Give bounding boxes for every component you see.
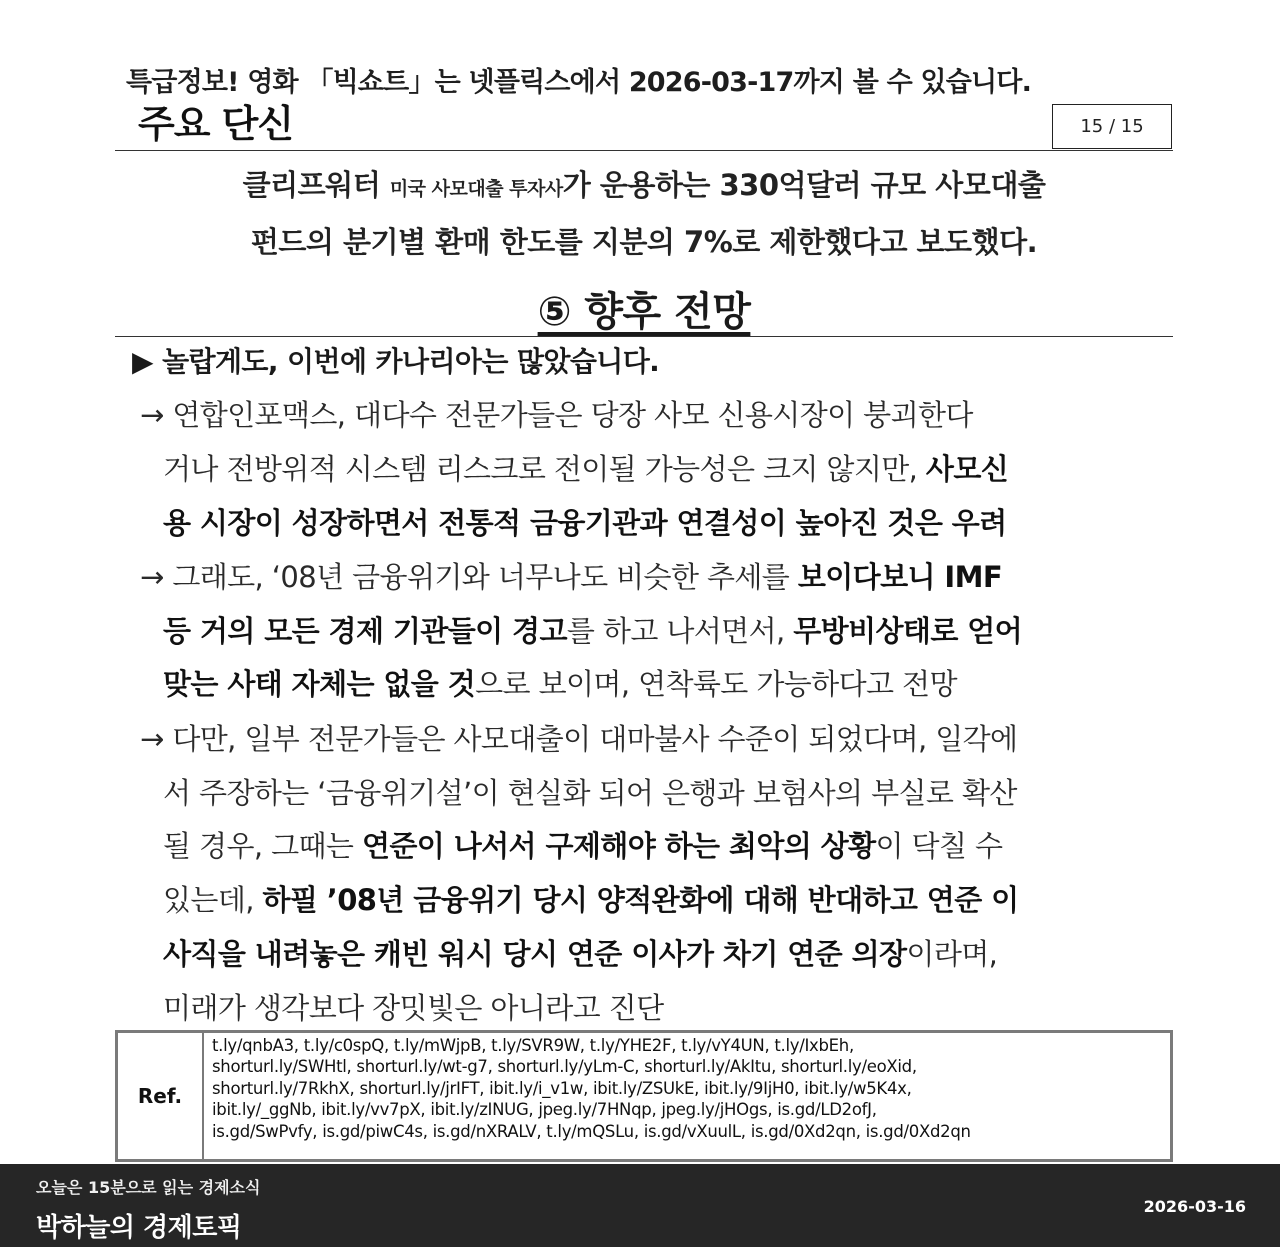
reference-link-line[interactable]: t.ly/qnbA3, t.ly/c0spQ, t.ly/mWjpB, t.ly/SVR9W, t.ly/YHE2F, t.ly/vY4UN, t.ly/IxbEh, [212,1036,854,1055]
reference-links [204,1033,1170,1159]
footer-bar [0,1164,1280,1247]
body-line: 있는데, 하필 ’08년 금융위기 당시 양적완화에 대해 반대하고 연준 이 [163,883,1019,917]
intro-line-1: 클리프워터 미국 사모대출 투자사가 운용하는 330억달러 규모 사모대출 [242,168,1046,202]
body-line: 서 주장하는 ‘금융위기설’이 현실화 되어 은행과 보험사의 부실로 확산 [163,776,1017,810]
body-line: → 다만, 일부 전문가들은 사모대출이 대마불사 수준이 되었다며, 일각에 [140,722,1018,756]
body-line: 맞는 사태 자체는 없을 것으로 보이며, 연착륙도 가능하다고 전망 [163,667,957,701]
body-line: → 그래도, ‘08년 금융위기와 너무나도 비슷한 추세를 보이다보니 IMF [140,560,1003,594]
body-line: 거나 전방위적 시스템 리스크로 전이될 가능성은 크지 않지만, 사모신 [163,452,1009,486]
reference-box [115,1030,1173,1162]
header-divider [115,150,1173,151]
body-line: 사직을 내려놓은 캐빈 워시 당시 연준 이사가 차기 연준 의장이라며, [163,937,998,971]
page-indicator: 15 / 15 [1052,104,1172,149]
body-line: 될 경우, 그때는 연준이 나서서 구제해야 하는 최악의 상황이 닥칠 수 [163,829,1003,863]
reference-link-line[interactable]: shorturl.ly/SWHtl, shorturl.ly/wt-g7, shorturl.ly/yLm-C, shorturl.ly/AkItu, shorturl.ly/eoXid, [212,1057,917,1077]
footer-date: 2026-03-16 [1143,1197,1246,1216]
footer-title: 박하늘의 경제토픽 [36,1213,242,1243]
body-line: 미래가 생각보다 장밋빛은 아니라고 진단 [163,991,664,1025]
reference-link-line[interactable]: is.gd/SwPvfy, is.gd/piwC4s, is.gd/nXRALV, t.ly/mQSLu, is.gd/vXuulL, is.gd/0Xd2qn, is.gd/0Xd2qn [212,1121,971,1141]
reference-label: Ref. [118,1033,204,1159]
promo-banner: 특급정보! 영화 「빅쇼트」는 넷플릭스에서 2026-03-17까지 볼 수 있습니다. [126,67,1032,98]
body-line: → 연합인포맥스, 대다수 전문가들은 당장 사모 신용시장이 붕괴한다 [140,398,973,432]
body-line-bold: 용 시장이 성장하면서 전통적 금융기관과 연결성이 높아진 것은 우려 [163,506,1007,540]
intro-note: 미국 사모대출 투자사 [389,178,563,200]
body-line: 등 거의 모든 경제 기관들이 경고를 하고 나서면서, 무방비상태로 얻어 [163,614,1023,648]
intro-line-2: 펀드의 분기별 환매 한도를 지분의 7%로 제한했다고 보도했다. [250,225,1038,259]
reference-link-line[interactable]: ibit.ly/_ggNb, ibit.ly/vv7pX, ibit.ly/zINUG, jpeg.ly/7HNqp, jpeg.ly/jHOgs, is.gd/LD2ofJ, [212,1100,877,1120]
subheading: ⑤ 향후 전망 [537,289,751,335]
bullet-heading: ▶ 놀랍게도, 이번에 카나리아는 많았습니다. [132,345,660,378]
reference-link-line[interactable]: shorturl.ly/7RkhX, shorturl.ly/jrIFT, ibit.ly/i_v1w, ibit.ly/ZSUkE, ibit.ly/9IjH0, ibit.ly/w5K4x, [212,1078,912,1098]
footer-subtitle: 오늘은 15분으로 읽는 경제소식 [36,1178,261,1197]
subheading-divider [115,336,1173,337]
section-title: 주요 단신 [138,102,294,146]
